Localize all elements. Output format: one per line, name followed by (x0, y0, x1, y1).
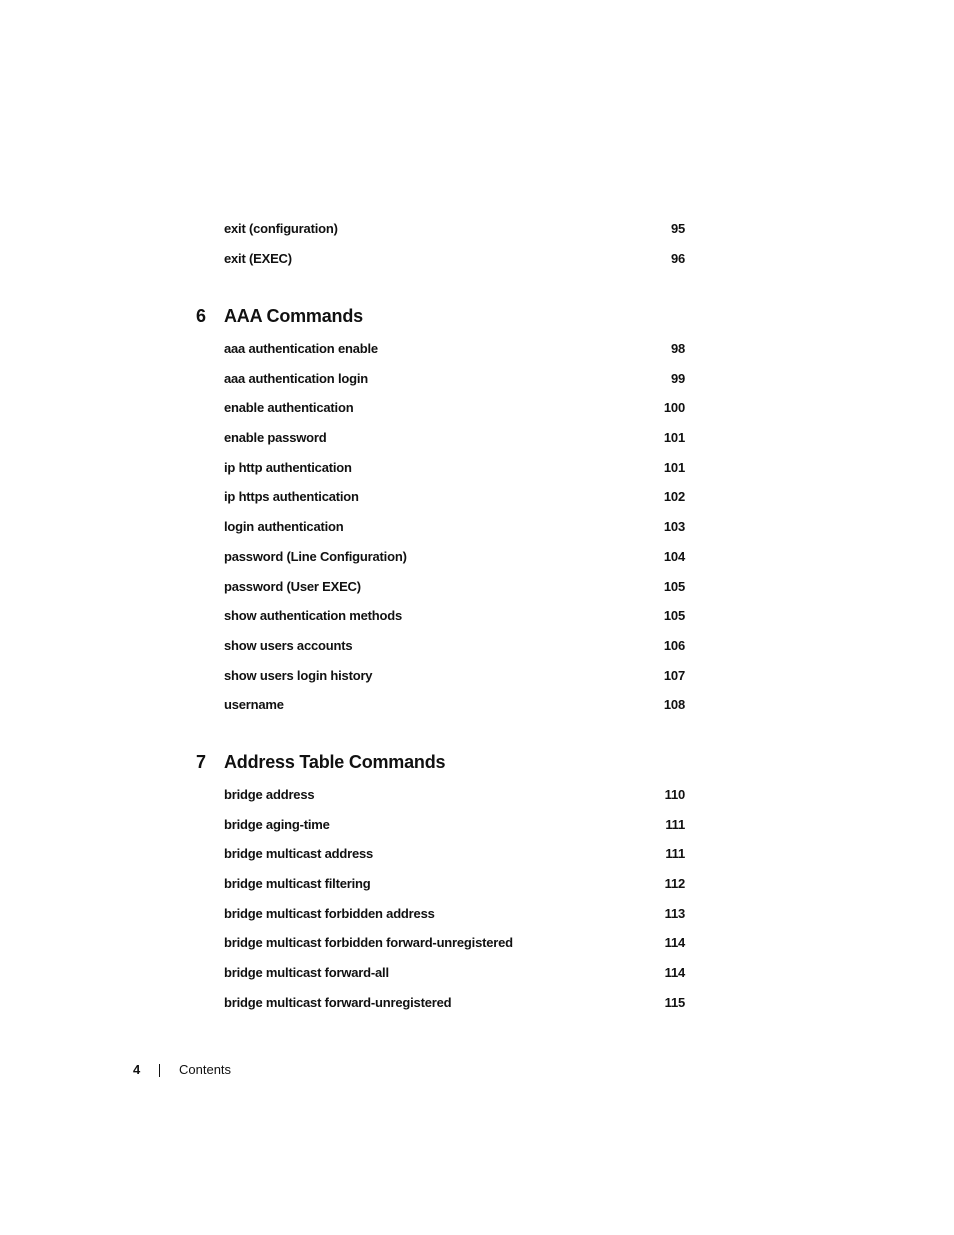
toc-entry-title: enable password (224, 430, 327, 446)
toc-entry[interactable] (0, 518, 954, 548)
toc-entry[interactable] (0, 667, 954, 697)
toc-entry[interactable] (0, 875, 954, 905)
toc-entry[interactable] (0, 340, 954, 370)
toc-entry-page: 111 (665, 846, 685, 862)
toc-entry-title: bridge multicast forward-all (224, 965, 389, 981)
chapter-6-entries (0, 340, 954, 726)
toc-entry-page: 114 (664, 965, 685, 981)
toc-entry-page: 115 (664, 994, 685, 1010)
footer-separator (159, 1064, 160, 1077)
toc-entry-title: exit (EXEC) (224, 250, 292, 266)
toc-entry-title: bridge aging-time (224, 816, 330, 832)
toc-entry[interactable] (0, 696, 954, 726)
chapter-title: AAA Commands (224, 306, 363, 326)
chapter-title: Address Table Commands (224, 752, 446, 772)
chapter-7-entries (0, 786, 954, 1024)
toc-entry-title: username (224, 697, 284, 713)
toc-entry[interactable] (0, 637, 954, 667)
toc-entry-title: bridge multicast address (224, 846, 374, 862)
toc-entry-title: show users login history (224, 667, 373, 683)
toc-entry-title: bridge multicast forbidden forward-unregistered (224, 935, 513, 951)
toc-entry[interactable] (0, 607, 954, 637)
toc-entry-title: bridge multicast forward-unregistered (224, 994, 452, 1010)
toc-entry-page: 104 (663, 548, 685, 564)
toc-entry-page: 101 (663, 430, 685, 446)
toc-entry[interactable] (0, 459, 954, 489)
toc-entry-page: 100 (663, 400, 685, 416)
toc-entry-title: login authentication (224, 519, 344, 535)
toc-entry-page: 102 (663, 489, 685, 505)
toc-entry-page: 106 (663, 637, 685, 653)
toc-entry-page: 108 (663, 697, 685, 713)
toc-continuation (0, 220, 954, 279)
toc-entry[interactable] (0, 934, 954, 964)
toc-entry[interactable] (0, 994, 954, 1024)
toc-entry-page: 98 (670, 341, 685, 356)
toc-entry[interactable] (0, 578, 954, 608)
toc-entry[interactable] (0, 250, 954, 280)
toc-entry[interactable] (0, 816, 954, 846)
toc-entry-page: 110 (664, 787, 685, 802)
toc-entry-title: aaa authentication login (224, 370, 368, 386)
toc-entry-page: 96 (670, 250, 685, 266)
toc-entry-page: 101 (663, 459, 685, 475)
toc-entry-page: 105 (663, 608, 685, 624)
toc-entry[interactable] (0, 964, 954, 994)
chapter-heading-6[interactable] (0, 304, 954, 330)
chapter-number: 7 (196, 752, 206, 772)
toc-entry[interactable] (0, 905, 954, 935)
toc-entry-title: show users accounts (224, 637, 353, 653)
toc-entry-title: bridge multicast forbidden address (224, 905, 435, 921)
toc-entry-page: 112 (664, 876, 685, 892)
toc-entry[interactable] (0, 786, 954, 816)
page-footer (0, 1061, 954, 1081)
toc-entry[interactable] (0, 845, 954, 875)
toc-entry-title: bridge address (224, 787, 315, 802)
footer-page-number: 4 (133, 1062, 141, 1077)
toc-entry-page: 107 (663, 667, 685, 683)
toc-entry-page: 114 (664, 935, 685, 951)
toc-entry-page: 95 (670, 221, 685, 236)
toc-entry[interactable] (0, 429, 954, 459)
toc-entry-page: 103 (663, 519, 685, 535)
toc-entry-title: bridge multicast filtering (224, 876, 371, 892)
toc-entry-title: show authentication methods (224, 608, 403, 624)
toc-entry[interactable] (0, 370, 954, 400)
toc-entry-page: 99 (670, 370, 685, 386)
toc-entry-title: ip http authentication (224, 459, 352, 475)
toc-entry-title: exit (configuration) (224, 221, 338, 236)
toc-entry[interactable] (0, 488, 954, 518)
toc-entry-title: aaa authentication enable (224, 341, 378, 356)
toc-entry[interactable] (0, 220, 954, 250)
toc-entry-title: enable authentication (224, 400, 354, 416)
toc-entry-page: 105 (663, 578, 685, 594)
toc-entry[interactable] (0, 548, 954, 578)
toc-entry-page: 111 (665, 816, 685, 832)
toc-entry-title: ip https authentication (224, 489, 359, 505)
toc-entry-page: 113 (664, 905, 685, 921)
toc-entry-title: password (Line Configuration) (224, 548, 407, 564)
chapter-heading-7[interactable] (0, 750, 954, 776)
chapter-number: 6 (196, 306, 206, 326)
footer-section-label: Contents (179, 1062, 232, 1077)
toc-entry-title: password (User EXEC) (224, 578, 361, 594)
toc-entry[interactable] (0, 399, 954, 429)
